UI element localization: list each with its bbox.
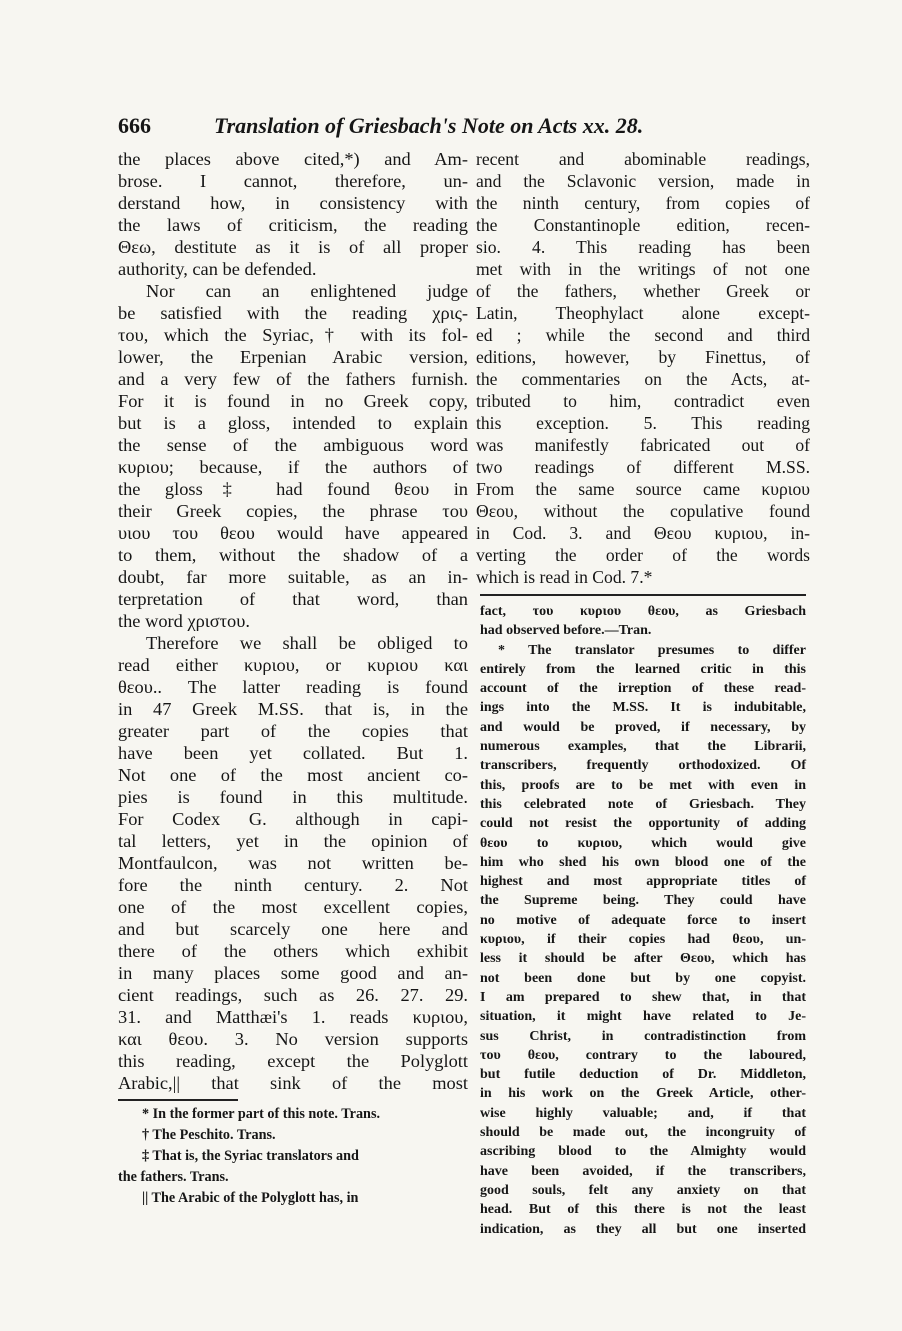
body-line: the places above cited,*) and Am- [118, 149, 468, 169]
body-line: Latin, Theophylact alone except- [476, 303, 810, 323]
footnote-line: * The translator presumes to differ [498, 642, 806, 658]
body-line: For it is found in no Greek copy, [118, 391, 468, 411]
body-line: lower, the Erpenian Arabic version, [118, 347, 468, 367]
body-line: 31. and Matthæi's 1. reads κυριου, [118, 1007, 468, 1027]
body-line: two readings of different M.SS. [476, 457, 810, 477]
body-line: θεου.. The latter reading is found [118, 677, 468, 697]
body-line: tal letters, yet in the opinion of [118, 831, 468, 851]
body-line: tributed to him, contradict even [476, 391, 810, 411]
body-line: pies is found in this multitude. [118, 787, 468, 807]
body-line: of the fathers, whether Greek or [476, 281, 810, 301]
body-line: derstand how, in consistency with [118, 193, 468, 213]
footnote-line: should be made out, the incongruity of [480, 1125, 806, 1141]
footnote-line: † The Peschito. Trans. [142, 1127, 276, 1143]
body-line: κυριου; because, if the authors of [118, 457, 468, 477]
body-line: fore the ninth century. 2. Not [118, 875, 468, 895]
body-line: υιου του θεου would have appeared [118, 523, 468, 543]
body-line: the gloss‡ had found θεου in [118, 479, 468, 499]
body-line: but is a gloss, intended to explain [118, 413, 468, 433]
footnote-line: good souls, felt any anxiety on that [480, 1182, 806, 1198]
footnote-line: head. But of this there is not the least [480, 1202, 806, 1218]
body-line: one of the most excellent copies, [118, 897, 468, 917]
footnote-line: I am prepared to shew that, in that [480, 989, 806, 1005]
right-footnotes [480, 602, 806, 1239]
body-line: read either κυριου, or κυριου και [118, 655, 468, 675]
footnote-line: * In the former part of this note. Trans. [142, 1106, 381, 1122]
body-line: which is read in Cod. 7.* [476, 567, 653, 587]
body-line: in Cod. 3. and Θεου κυριου, in- [476, 523, 810, 543]
footnote-line: entirely from the learned critic in this [480, 661, 806, 677]
body-line: For Codex G. although in capi- [118, 809, 468, 829]
footnote-line: had observed before.—Tran. [480, 623, 652, 639]
footnote-line: ascribing blood to the Almighty would [480, 1144, 806, 1160]
footnote-line: του θεου, contrary to the laboured, [480, 1047, 806, 1063]
body-line: their Greek copies, the phrase του [118, 501, 468, 521]
footnote-rule [480, 594, 806, 596]
body-line: ed ; while the second and third [476, 325, 810, 345]
body-line: From the same source came κυριου [476, 479, 810, 499]
body-line: and the Sclavonic version, made in [476, 171, 810, 191]
body-line: Not one of the most ancient co- [118, 765, 468, 785]
footnote-line: no motive of adequate force to insert [480, 912, 806, 928]
footnote-line: the fathers. Trans. [118, 1169, 229, 1185]
footnote-line: transcribers, frequently orthodoxized. Of [480, 758, 806, 774]
body-line: was manifestly fabricated out of [476, 435, 810, 455]
footnote-line: the Supreme being. They could have [480, 893, 806, 909]
body-line: and but scarcely one here and [118, 919, 468, 939]
body-line: greater part of the copies that [118, 721, 468, 741]
footnote-line: || The Arabic of the Polyglott has, in [142, 1190, 359, 1206]
body-line: be satisfied with the reading χρις- [118, 303, 468, 323]
body-line: editions, however, by Finettus, of [476, 347, 810, 367]
body-line: Θεου, without the copulative found [476, 501, 810, 521]
body-line: the sense of the ambiguous word [118, 435, 468, 455]
body-line: in 47 Greek M.SS. that is, in the [118, 699, 468, 719]
body-line: Therefore we shall be obliged to [146, 633, 468, 653]
left-footnotes [118, 1104, 470, 1209]
footnote-line: κυριου, if their copies had θεου, un- [480, 932, 806, 948]
footnote-line: less it should be after Θεου, which has [480, 951, 806, 967]
body-line: Arabic,|| that sink of the most [118, 1073, 468, 1093]
body-line: Θεω, destitute as it is of all proper [118, 237, 468, 257]
footnote-rule [118, 1099, 238, 1101]
body-line: met with in the writings of not one [476, 259, 810, 279]
body-line: και θεου. 3. No version supports [118, 1029, 468, 1049]
body-line: the laws of criticism, the reading [118, 215, 468, 235]
running-title: Translation of Griesbach's Note on Acts xx. 28. [214, 113, 644, 138]
body-line: verting the order of the words [476, 545, 810, 565]
body-line: brose. I cannot, therefore, un- [118, 171, 468, 191]
footnote-line: this celebrated note of Griesbach. They [480, 796, 806, 812]
footnote-line: wise highly valuable; and, if that [480, 1105, 806, 1121]
right-column [476, 148, 810, 588]
footnote-line: but futile deduction of Dr. Middleton, [480, 1067, 806, 1083]
footnote-line: this, proofs are to be met with even in [480, 777, 806, 793]
footnote-line: ‡ That is, the Syriac translators and [142, 1148, 359, 1164]
footnote-line: him who shed his own blood one of the [480, 854, 806, 870]
body-line: to them, without the shadow of a [118, 545, 468, 565]
body-line: there of the others which exhibit [118, 941, 468, 961]
footnote-line: not been done but by one copyist. [480, 970, 806, 986]
footnote-line: and would be proved, if necessary, by [480, 719, 806, 735]
body-line: doubt, far more suitable, as an in- [118, 567, 468, 587]
body-line: have been yet collated. But 1. [118, 743, 468, 763]
body-line: recent and abominable readings, [476, 149, 810, 169]
footnote-line: highest and most appropriate titles of [480, 874, 806, 890]
footnote-line: fact, του κυριου θεου, as Griesbach [480, 604, 806, 619]
footnote-line: situation, it might have related to Je- [480, 1009, 806, 1025]
footnote-line: could not resist the opportunity of adding [480, 816, 806, 832]
footnote-line: sus Christ, in contradistinction from [480, 1028, 806, 1044]
running-head [118, 113, 838, 143]
footnote-line: indication, as they all but one inserted [480, 1221, 806, 1237]
body-line: the Constantinople edition, recen- [476, 215, 810, 235]
body-line: the commentaries on the Acts, at- [476, 369, 810, 389]
body-line: the word χριστου. [118, 611, 250, 631]
body-line: in many places some good and an- [118, 963, 468, 983]
body-line: cient readings, such as 26. 27. 29. [118, 985, 468, 1005]
footnote-line: have been avoided, if the transcribers, [480, 1163, 806, 1179]
body-line: Nor can an enlightened judge [146, 281, 468, 301]
footnote-line: account of the irreption of these read- [480, 681, 806, 697]
footnote-line: numerous examples, that the Librarii, [480, 739, 806, 755]
footnote-line: ings into the M.SS. It is indubitable, [480, 700, 806, 716]
footnote-line: in his work on the Greek Article, other- [480, 1086, 806, 1102]
body-line: Montfaulcon, was not written be- [118, 853, 468, 873]
body-line: and a very few of the fathers furnish. [118, 369, 468, 389]
body-line: του, which the Syriac,† with its fol- [118, 325, 468, 345]
page-number: 666 [118, 113, 151, 138]
body-line: terpretation of that word, than [118, 589, 468, 609]
footnote-line: θεου to κυριου, which would give [480, 835, 806, 851]
body-line: this exception. 5. This reading [476, 413, 810, 433]
body-line: this reading, except the Polyglott [118, 1051, 468, 1071]
body-line: sio. 4. This reading has been [476, 237, 810, 257]
body-line: authority, can be defended. [118, 259, 317, 279]
left-column [118, 148, 468, 1094]
body-line: the ninth century, from copies of [476, 193, 810, 213]
